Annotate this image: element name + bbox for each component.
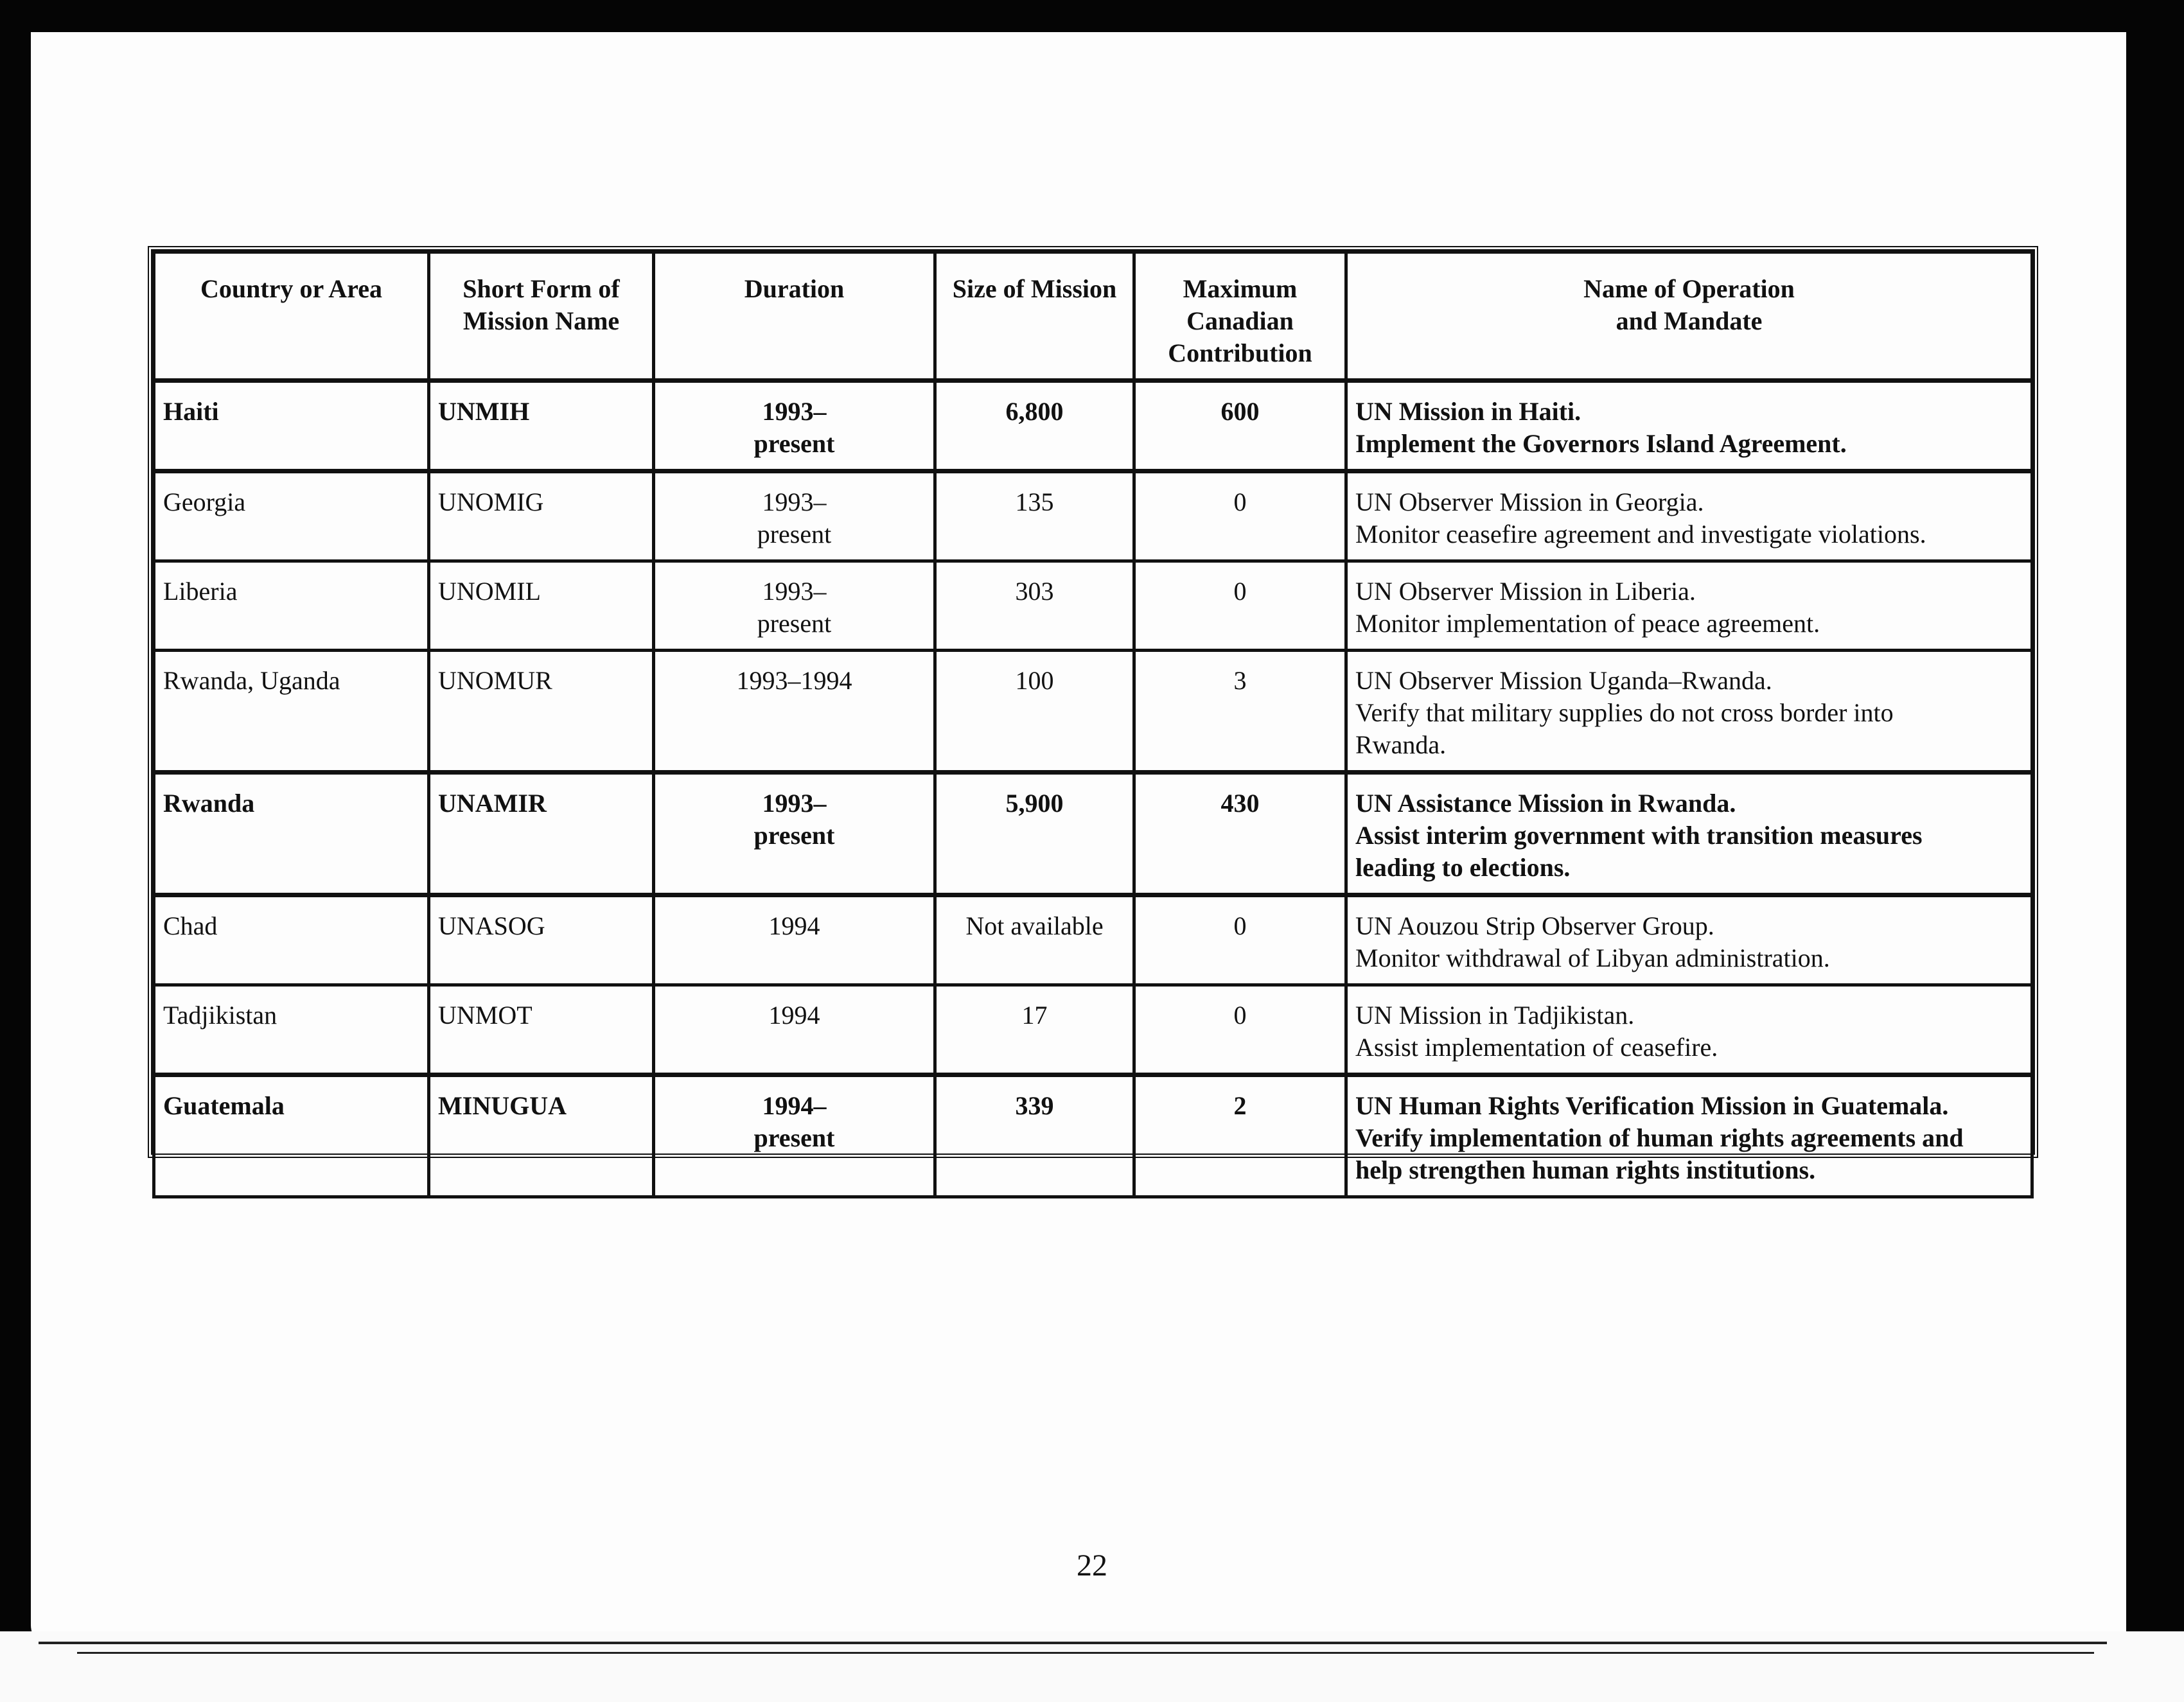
table-row <box>154 381 2032 471</box>
cell-max-contribution: 0 <box>1134 895 1346 985</box>
table-row <box>154 985 2032 1075</box>
divider-line <box>77 1652 2094 1654</box>
column-header-short-form: Short Form of Mission Name <box>429 252 654 381</box>
cell-short-form: UNMIH <box>429 381 654 471</box>
table-row <box>154 895 2032 985</box>
table-row <box>154 1075 2032 1197</box>
cell-size: 100 <box>935 651 1134 773</box>
cell-duration: 1993– present <box>654 561 935 651</box>
column-header-size: Size of Mission <box>935 252 1134 381</box>
table-row <box>154 773 2032 895</box>
cell-max-contribution: 600 <box>1134 381 1346 471</box>
cell-size: 135 <box>935 471 1134 561</box>
cell-max-contribution: 0 <box>1134 561 1346 651</box>
cell-mandate: UN Aouzou Strip Observer Group. Monitor withdrawal of Libyan administration. <box>1346 895 2032 985</box>
cell-size: Not available <box>935 895 1134 985</box>
cell-country: Tadjikistan <box>154 985 429 1075</box>
cell-size: 6,800 <box>935 381 1134 471</box>
cell-short-form: MINUGUA <box>429 1075 654 1197</box>
cell-size: 17 <box>935 985 1134 1075</box>
cell-duration: 1993–1994 <box>654 651 935 773</box>
cell-duration: 1993– present <box>654 381 935 471</box>
cell-short-form: UNOMIG <box>429 471 654 561</box>
cell-short-form: UNMOT <box>429 985 654 1075</box>
cell-country: Haiti <box>154 381 429 471</box>
cell-duration: 1993– present <box>654 773 935 895</box>
cell-max-contribution: 3 <box>1134 651 1346 773</box>
cell-mandate: UN Assistance Mission in Rwanda. Assist interim government with transition measures leading to elections. <box>1346 773 2032 895</box>
cell-country: Guatemala <box>154 1075 429 1197</box>
cell-size: 339 <box>935 1075 1134 1197</box>
cell-mandate: UN Observer Mission in Georgia. Monitor ceasefire agreement and investigate violations. <box>1346 471 2032 561</box>
cell-mandate: UN Observer Mission Uganda–Rwanda. Verify that military supplies do not cross border into Rwanda. <box>1346 651 2032 773</box>
cell-max-contribution: 430 <box>1134 773 1346 895</box>
cell-duration: 1993– present <box>654 471 935 561</box>
table-row <box>154 471 2032 561</box>
cell-country: Rwanda <box>154 773 429 895</box>
column-header-duration: Duration <box>654 252 935 381</box>
cell-country: Rwanda, Uganda <box>154 651 429 773</box>
table-header-row <box>154 252 2032 381</box>
cell-country: Georgia <box>154 471 429 561</box>
cell-max-contribution: 0 <box>1134 471 1346 561</box>
divider-line <box>39 1642 2107 1644</box>
missions-table <box>148 246 2038 1184</box>
cell-max-contribution: 0 <box>1134 985 1346 1075</box>
cell-mandate: UN Mission in Haiti. Implement the Governors Island Agreement. <box>1346 381 2032 471</box>
column-header-max-contribution: Maximum Canadian Contribution <box>1134 252 1346 381</box>
page-number: 22 <box>1077 1548 1107 1583</box>
cell-size: 303 <box>935 561 1134 651</box>
cell-duration: 1994 <box>654 985 935 1075</box>
cell-size: 5,900 <box>935 773 1134 895</box>
cell-short-form: UNOMIL <box>429 561 654 651</box>
cell-duration: 1994 <box>654 895 935 985</box>
cell-mandate: UN Observer Mission in Liberia. Monitor implementation of peace agreement. <box>1346 561 2032 651</box>
cell-short-form: UNAMIR <box>429 773 654 895</box>
table-row <box>154 561 2032 651</box>
column-header-mandate: Name of Operation and Mandate <box>1346 252 2032 381</box>
cell-max-contribution: 2 <box>1134 1075 1346 1197</box>
column-header-country: Country or Area <box>154 252 429 381</box>
cell-country: Chad <box>154 895 429 985</box>
cell-country: Liberia <box>154 561 429 651</box>
cell-short-form: UNOMUR <box>429 651 654 773</box>
cell-mandate: UN Human Rights Verification Mission in Guatemala. Verify implementation of human rights agreements and help strengthen human rights institutions. <box>1346 1075 2032 1197</box>
cell-duration: 1994– present <box>654 1075 935 1197</box>
cell-short-form: UNASOG <box>429 895 654 985</box>
cell-mandate: UN Mission in Tadjikistan. Assist implementation of ceasefire. <box>1346 985 2032 1075</box>
table-row <box>154 651 2032 773</box>
